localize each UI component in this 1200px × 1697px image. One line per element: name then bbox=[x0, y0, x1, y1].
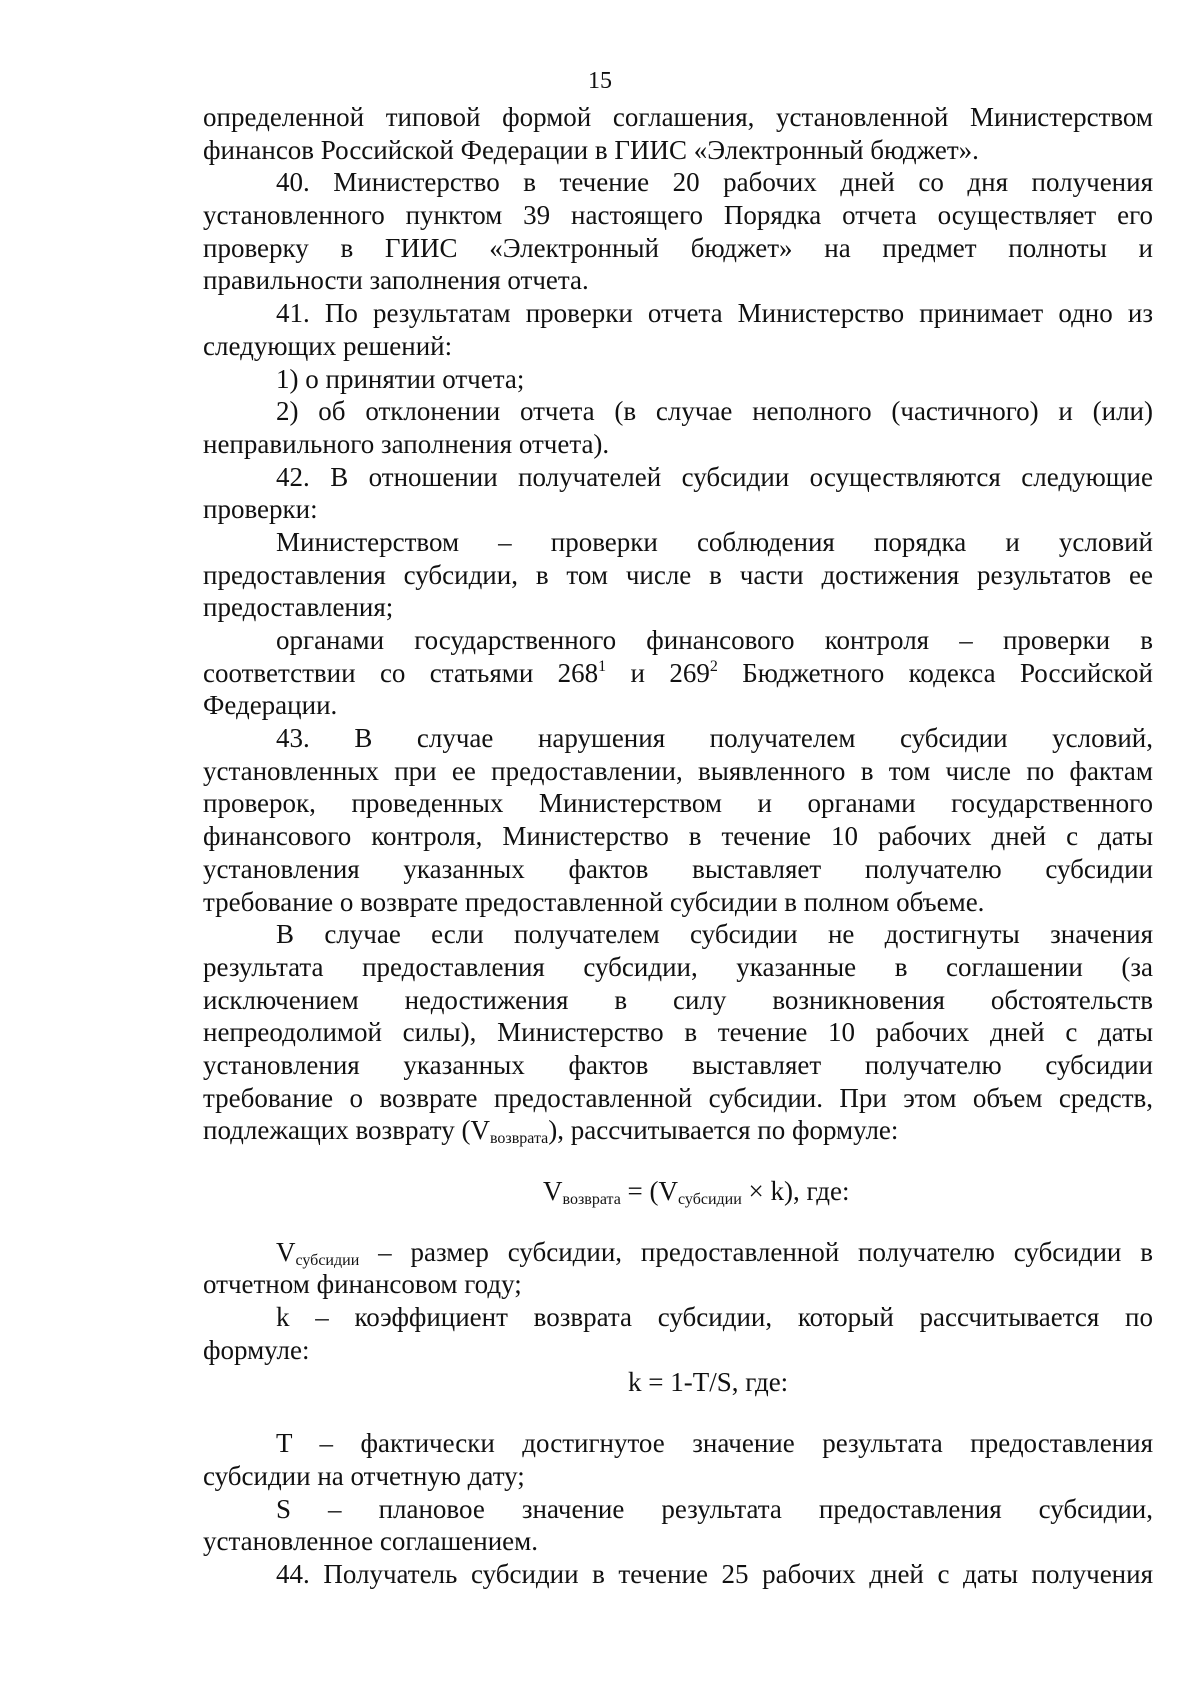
definition-v-subsidy bbox=[203, 1236, 1153, 1269]
text-line: проверку в ГИИС «Электронный бюджет» на предмет полноты и bbox=[203, 232, 1153, 263]
text-line: исключением недостижения в силу возникновения обстоятельств bbox=[203, 984, 1153, 1015]
text-segment: соответствии со статьями 268 bbox=[203, 657, 599, 688]
text-segment: Бюджетного кодекса Российской bbox=[717, 657, 1154, 688]
text-line: Федерации. bbox=[203, 690, 338, 721]
text-line: установленных при ее предоставлении, выявленного в том числе по фактам bbox=[203, 755, 1153, 786]
spacer bbox=[203, 1147, 1153, 1175]
text-line: установления указанных фактов выставляет получателю субсидии bbox=[203, 853, 1153, 884]
definition-s: S – плановое значение результата предоставления субсидии, bbox=[276, 1493, 1153, 1524]
subscript: возврата bbox=[562, 1191, 621, 1208]
text-line: финансового контроля, Министерство в течение 10 рабочих дней с даты bbox=[203, 821, 1153, 852]
paragraph-42: 42. В отношении получателей субсидии осуществляются следующие bbox=[276, 461, 1153, 492]
spacer bbox=[203, 1208, 1153, 1236]
superscript: 1 bbox=[598, 657, 607, 675]
definition-t: T – фактически достигнутое значение результата предоставления bbox=[276, 1428, 1153, 1459]
paragraph-43: 43. В случае нарушения получателем субсидии условий, bbox=[276, 723, 1153, 754]
formula-part: = (V bbox=[620, 1176, 679, 1206]
text-line: установленного пунктом 39 настоящего Порядка отчета осуществляет его bbox=[203, 200, 1153, 231]
text-line: органами государственного финансового контроля – проверки в bbox=[276, 625, 1153, 655]
formula-part: V bbox=[543, 1176, 563, 1206]
document-body bbox=[203, 101, 1153, 1591]
definition-k: k – коэффициент возврата субсидии, который рассчитывается по bbox=[276, 1302, 1153, 1333]
paragraph-44: 44. Получатель субсидии в течение 25 рабочих дней с даты получения bbox=[276, 1558, 1153, 1589]
text-line: требование о возврате предоставленной субсидии в полном объеме. bbox=[203, 886, 985, 917]
formula-part: k), где: bbox=[770, 1176, 850, 1206]
text-segment: подлежащих возврату (V bbox=[203, 1115, 490, 1146]
text-line: финансов Российской Федерации в ГИИС «Электронный бюджет». bbox=[203, 134, 979, 165]
subscript: субсидии bbox=[295, 1251, 360, 1269]
superscript: 2 bbox=[709, 657, 718, 675]
text-line: непреодолимой силы), Министерство в течение 10 рабочих дней с даты bbox=[203, 1017, 1153, 1048]
list-item: 1) о принятии отчета; bbox=[276, 363, 525, 394]
formula-k: k = 1-T/S, где: bbox=[628, 1367, 789, 1398]
text-line-with-superscripts bbox=[203, 657, 1153, 690]
formula-return-volume bbox=[203, 1175, 1153, 1208]
text-line: требование о возврате предоставленной субсидии. При этом объем средств, bbox=[203, 1082, 1153, 1113]
text-line: предоставления; bbox=[203, 592, 394, 623]
text-line: отчетном финансовом году; bbox=[203, 1269, 522, 1300]
text-line: проверки: bbox=[203, 494, 318, 525]
text-line-with-subscript bbox=[203, 1114, 1153, 1147]
list-item: 2) об отклонении отчета (в случае неполного (частичного) и (или) bbox=[276, 396, 1153, 427]
spacer bbox=[203, 1399, 1153, 1427]
page-number: 15 bbox=[588, 68, 612, 94]
text-line: неправильного заполнения отчета). bbox=[203, 428, 610, 459]
text-line: установления указанных фактов выставляет получателю субсидии bbox=[203, 1049, 1153, 1080]
subscript: субсидии bbox=[678, 1191, 742, 1208]
text-line: следующих решений: bbox=[203, 330, 453, 361]
text-line: результата предоставления субсидии, указанные в соглашении (за bbox=[203, 951, 1153, 982]
text-segment: – размер субсидии, предоставленной получателю субсидии в bbox=[359, 1236, 1153, 1267]
text-line: субсидии на отчетную дату; bbox=[203, 1460, 525, 1491]
paragraph-41: 41. По результатам проверки отчета Министерство принимает одно из bbox=[276, 298, 1153, 329]
text-segment: V bbox=[276, 1236, 296, 1267]
text-line: правильности заполнения отчета. bbox=[203, 265, 589, 296]
text-line: В случае если получателем субсидии не достигнуты значения bbox=[276, 919, 1153, 950]
text-line: проверок, проведенных Министерством и органами государственного bbox=[203, 788, 1153, 819]
text-segment: ), рассчитывается по формуле: bbox=[548, 1115, 899, 1146]
text-segment: и 269 bbox=[606, 657, 710, 688]
text-line: установленное соглашением. bbox=[203, 1526, 538, 1557]
paragraph-40: 40. Министерство в течение 20 рабочих дней со дня получения bbox=[276, 167, 1153, 198]
text-line: формуле: bbox=[203, 1334, 310, 1365]
text-line: Министерством – проверки соблюдения порядка и условий bbox=[276, 526, 1153, 557]
formula-part: × bbox=[741, 1176, 771, 1206]
subscript: возврата bbox=[489, 1130, 549, 1148]
text-line: предоставления субсидии, в том числе в части достижения результатов ее bbox=[203, 559, 1153, 590]
text-line: определенной типовой формой соглашения, установленной Министерством bbox=[203, 102, 1153, 132]
